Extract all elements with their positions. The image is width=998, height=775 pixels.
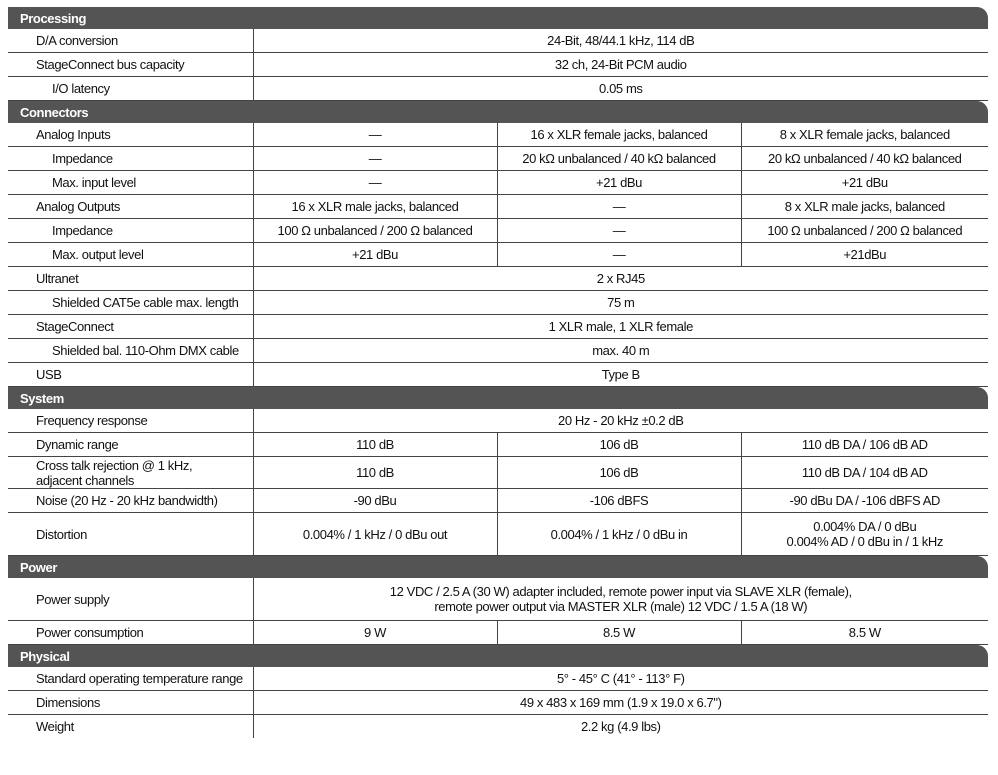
spec-label-text: Shielded bal. 110-Ohm DMX cable bbox=[52, 343, 239, 358]
spec-label-text: StageConnect bbox=[36, 319, 114, 334]
spec-value-text: 16 x XLR female jacks, balanced bbox=[530, 127, 708, 142]
spec-label-text: Distortion bbox=[36, 526, 87, 542]
spec-value-text: — bbox=[368, 127, 382, 142]
spec-value bbox=[741, 433, 988, 457]
spec-label bbox=[8, 513, 253, 556]
spec-value bbox=[253, 363, 988, 387]
spec-value bbox=[253, 667, 988, 691]
section-header-connectors bbox=[8, 101, 988, 124]
spec-value-text: +21 dBu bbox=[596, 175, 642, 190]
spec-value bbox=[741, 513, 988, 556]
spec-value-text: 1 XLR male, 1 XLR female bbox=[548, 319, 693, 334]
spec-row bbox=[8, 147, 988, 171]
spec-value-text: max. 40 m bbox=[592, 343, 650, 358]
section-title: Connectors bbox=[8, 101, 988, 124]
spec-label-text: StageConnect bus capacity bbox=[36, 57, 185, 72]
section-title: Power bbox=[8, 556, 988, 579]
spec-row bbox=[8, 667, 988, 691]
spec-value-text: 2 x RJ45 bbox=[596, 271, 645, 286]
spec-value-text: 106 dB bbox=[599, 437, 639, 452]
spec-value bbox=[497, 513, 741, 556]
spec-value-text: 49 x 483 x 169 mm (1.9 x 19.0 x 6.7") bbox=[519, 695, 722, 710]
spec-value bbox=[253, 171, 497, 195]
spec-value-text: — bbox=[612, 199, 626, 214]
spec-label bbox=[8, 267, 253, 291]
spec-row bbox=[8, 29, 988, 53]
spec-value-text: — bbox=[368, 151, 382, 166]
spec-label-text: Ultranet bbox=[36, 271, 79, 286]
spec-label bbox=[8, 53, 253, 77]
spec-table bbox=[8, 7, 988, 738]
spec-row bbox=[8, 339, 988, 363]
spec-label bbox=[8, 433, 253, 457]
spec-value bbox=[497, 621, 741, 645]
spec-label bbox=[8, 291, 253, 315]
spec-label bbox=[8, 243, 253, 267]
spec-value bbox=[253, 315, 988, 339]
section-header-system bbox=[8, 387, 988, 410]
spec-value bbox=[253, 339, 988, 363]
spec-value-text: 0.004% / 1 kHz / 0 dBu in bbox=[550, 526, 688, 542]
spec-label bbox=[8, 489, 253, 513]
spec-value-text: 24-Bit, 48/44.1 kHz, 114 dB bbox=[547, 33, 695, 48]
section-title: Physical bbox=[8, 645, 988, 668]
spec-sheet bbox=[8, 7, 988, 738]
spec-value-text: +21dBu bbox=[843, 247, 887, 262]
section-title: System bbox=[8, 387, 988, 410]
spec-value bbox=[253, 578, 988, 621]
spec-value-text-line2: remote power output via MASTER XLR (male) 12 VDC / 1.5 A (18 W) bbox=[434, 599, 808, 614]
spec-value-text: 110 dB bbox=[356, 465, 394, 480]
spec-label bbox=[8, 195, 253, 219]
spec-label-text: Power consumption bbox=[36, 625, 144, 640]
spec-value-text: 20 Hz - 20 kHz ±0.2 dB bbox=[558, 413, 684, 428]
spec-label-text: Impedance bbox=[52, 151, 113, 166]
spec-value-text: 8.5 W bbox=[848, 625, 881, 640]
spec-row bbox=[8, 457, 988, 489]
spec-value-text: 8 x XLR female jacks, balanced bbox=[779, 127, 950, 142]
spec-row bbox=[8, 123, 988, 147]
spec-label bbox=[8, 29, 253, 53]
spec-value bbox=[497, 147, 741, 171]
spec-label bbox=[8, 363, 253, 387]
spec-label bbox=[8, 621, 253, 645]
spec-value-text: 100 Ω unbalanced / 200 Ω balanced bbox=[767, 223, 963, 238]
spec-row bbox=[8, 715, 988, 739]
spec-value bbox=[253, 489, 497, 513]
spec-label-text: Shielded CAT5e cable max. length bbox=[52, 295, 239, 310]
spec-label bbox=[8, 219, 253, 243]
spec-label-text: Impedance bbox=[52, 223, 113, 238]
spec-label-text: Power supply bbox=[36, 591, 110, 607]
spec-label-text: Max. input level bbox=[52, 175, 136, 190]
spec-value bbox=[741, 195, 988, 219]
spec-value-text: 20 kΩ unbalanced / 40 kΩ balanced bbox=[768, 151, 962, 166]
spec-value-text: -90 dBu bbox=[353, 493, 397, 508]
spec-value bbox=[497, 219, 741, 243]
spec-row bbox=[8, 315, 988, 339]
spec-label-text: Frequency response bbox=[36, 413, 148, 428]
spec-row bbox=[8, 171, 988, 195]
spec-value bbox=[741, 171, 988, 195]
spec-value bbox=[253, 715, 988, 739]
spec-label bbox=[8, 715, 253, 739]
spec-label-text: Dimensions bbox=[36, 695, 100, 710]
spec-value bbox=[741, 489, 988, 513]
spec-value-text: 16 x XLR male jacks, balanced bbox=[291, 199, 459, 214]
spec-row bbox=[8, 195, 988, 219]
spec-row bbox=[8, 433, 988, 457]
spec-label-text: Noise (20 Hz - 20 kHz bandwidth) bbox=[36, 493, 218, 508]
spec-row bbox=[8, 219, 988, 243]
spec-value-text: 12 VDC / 2.5 A (30 W) adapter included, remote power input via SLAVE XLR (female), bbox=[389, 584, 852, 599]
spec-label-text: Standard operating temperature range bbox=[36, 671, 243, 686]
spec-value bbox=[253, 291, 988, 315]
spec-value-text: 106 dB bbox=[599, 465, 639, 480]
spec-value-text: 110 dB bbox=[356, 437, 394, 452]
spec-label bbox=[8, 77, 253, 101]
spec-row bbox=[8, 243, 988, 267]
spec-value bbox=[741, 219, 988, 243]
spec-label-text: Weight bbox=[36, 719, 74, 734]
spec-value bbox=[253, 147, 497, 171]
spec-value-text-line2: 0.004% AD / 0 dBu in / 1 kHz bbox=[786, 534, 943, 549]
spec-label-text: Analog Outputs bbox=[36, 199, 121, 214]
spec-value-text: 9 W bbox=[364, 625, 386, 640]
spec-value bbox=[741, 243, 988, 267]
spec-row bbox=[8, 409, 988, 433]
spec-value bbox=[253, 409, 988, 433]
spec-label-text: Dynamic range bbox=[36, 437, 119, 452]
spec-value bbox=[497, 457, 741, 489]
spec-value bbox=[497, 123, 741, 147]
spec-value-text: 110 dB DA / 106 dB AD bbox=[801, 437, 928, 452]
spec-row bbox=[8, 267, 988, 291]
spec-row bbox=[8, 578, 988, 621]
spec-value bbox=[497, 489, 741, 513]
spec-row bbox=[8, 77, 988, 101]
spec-value bbox=[497, 171, 741, 195]
spec-value bbox=[741, 621, 988, 645]
spec-value bbox=[253, 77, 988, 101]
spec-value-text: 75 m bbox=[607, 295, 635, 310]
spec-value bbox=[253, 219, 497, 243]
spec-label-text: Analog Inputs bbox=[36, 127, 111, 142]
spec-value bbox=[497, 433, 741, 457]
spec-label bbox=[8, 123, 253, 147]
spec-value-text: 100 Ω unbalanced / 200 Ω balanced bbox=[277, 223, 473, 238]
spec-value-text: — bbox=[612, 223, 626, 238]
spec-label-text: USB bbox=[36, 367, 62, 382]
spec-row bbox=[8, 291, 988, 315]
spec-value bbox=[253, 691, 988, 715]
spec-value bbox=[741, 123, 988, 147]
spec-value-text: 0.004% / 1 kHz / 0 dBu out bbox=[302, 526, 448, 542]
spec-value-text: +21 dBu bbox=[841, 175, 888, 190]
spec-value-text: 0.004% DA / 0 dBu bbox=[813, 519, 917, 534]
spec-value-text: 2.2 kg (4.9 lbs) bbox=[580, 719, 661, 734]
spec-value bbox=[253, 53, 988, 77]
spec-label-text-line2: adjacent channels bbox=[36, 472, 134, 488]
spec-row bbox=[8, 489, 988, 513]
spec-label-text: Cross talk rejection @ 1 kHz, bbox=[36, 457, 193, 473]
spec-value-text: 5° - 45° C (41° - 113° F) bbox=[556, 671, 685, 686]
spec-value bbox=[741, 457, 988, 489]
spec-label bbox=[8, 409, 253, 433]
spec-label-text: D/A conversion bbox=[36, 33, 118, 48]
spec-label bbox=[8, 171, 253, 195]
spec-value bbox=[253, 513, 497, 556]
spec-label bbox=[8, 578, 253, 621]
spec-label bbox=[8, 315, 253, 339]
spec-value bbox=[253, 123, 497, 147]
spec-label bbox=[8, 691, 253, 715]
spec-value-text: 20 kΩ unbalanced / 40 kΩ balanced bbox=[522, 151, 716, 166]
section-title: Processing bbox=[8, 7, 988, 29]
spec-value bbox=[741, 147, 988, 171]
spec-row bbox=[8, 621, 988, 645]
spec-label bbox=[8, 147, 253, 171]
spec-value-text: 110 dB DA / 104 dB AD bbox=[801, 465, 928, 480]
spec-value bbox=[497, 195, 741, 219]
spec-value-text: -90 dBu DA / -106 dBFS AD bbox=[789, 493, 940, 508]
spec-value-text: -106 dBFS bbox=[589, 493, 649, 508]
spec-row bbox=[8, 513, 988, 556]
spec-value bbox=[253, 243, 497, 267]
spec-row bbox=[8, 691, 988, 715]
section-header-processing bbox=[8, 7, 988, 29]
spec-value bbox=[253, 29, 988, 53]
spec-label-text: Max. output level bbox=[52, 247, 144, 262]
spec-value-text: Type B bbox=[601, 367, 640, 382]
spec-label bbox=[8, 667, 253, 691]
spec-label bbox=[8, 457, 253, 489]
spec-value bbox=[253, 457, 497, 489]
spec-value-text: +21 dBu bbox=[352, 247, 398, 262]
spec-value-text: 8.5 W bbox=[603, 625, 635, 640]
spec-value bbox=[253, 621, 497, 645]
spec-value-text: — bbox=[368, 175, 382, 190]
spec-row bbox=[8, 53, 988, 77]
spec-value-text: 32 ch, 24-Bit PCM audio bbox=[554, 57, 687, 72]
section-header-physical bbox=[8, 645, 988, 668]
spec-label bbox=[8, 339, 253, 363]
spec-value-text: 0.05 ms bbox=[599, 81, 643, 96]
spec-label-text: I/O latency bbox=[52, 81, 110, 96]
section-header-power bbox=[8, 556, 988, 579]
spec-value bbox=[253, 195, 497, 219]
spec-value-text: — bbox=[612, 247, 626, 262]
spec-value bbox=[253, 433, 497, 457]
spec-value bbox=[497, 243, 741, 267]
spec-row bbox=[8, 363, 988, 387]
spec-value-text: 8 x XLR male jacks, balanced bbox=[784, 199, 945, 214]
spec-value bbox=[253, 267, 988, 291]
